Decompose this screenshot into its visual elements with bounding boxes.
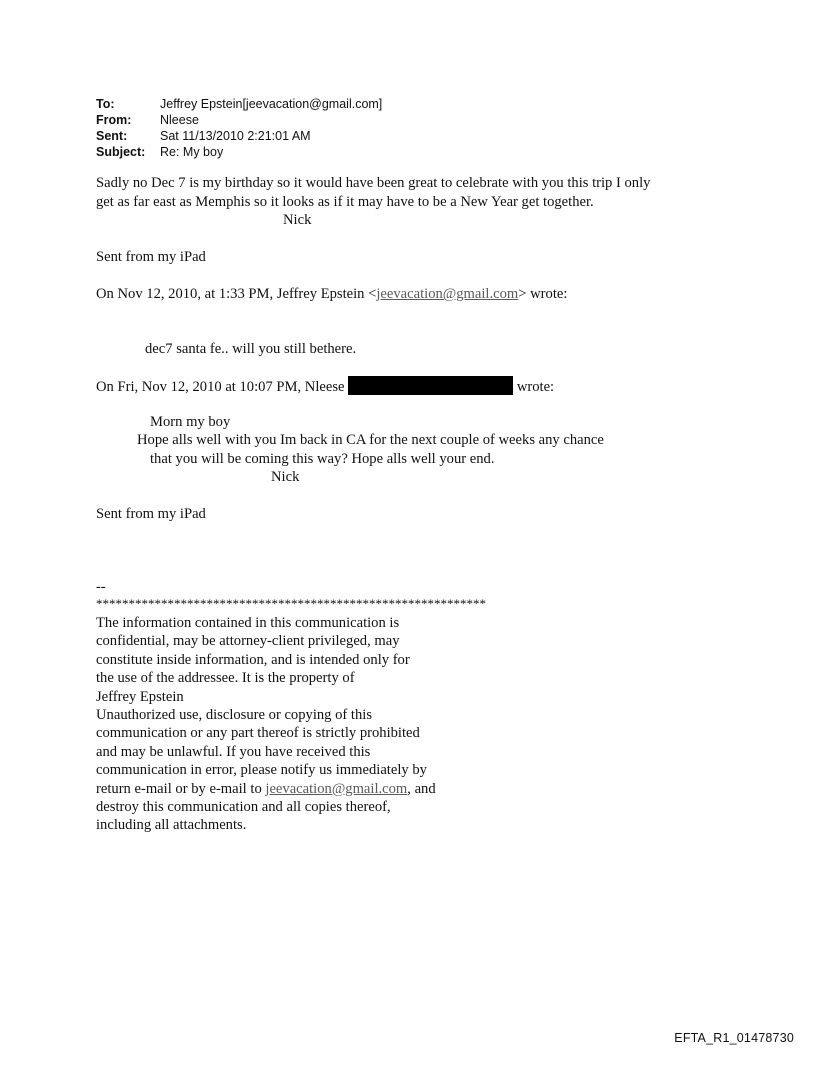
subject-value: Re: My boy	[160, 145, 224, 159]
signature-dashes: --	[96, 579, 106, 595]
disclaimer-line: Unauthorized use, disclosure or copying of this	[96, 707, 373, 724]
email-header	[96, 96, 382, 160]
quote1-attribution-prefix: On Nov 12, 2010, at 1:33 PM, Jeffrey Epstein <	[96, 286, 377, 302]
document-id: EFTA_R1_01478730	[674, 1031, 794, 1045]
quote2-line-1: Morn my boy	[150, 414, 231, 430]
reply-line-1: Sadly no Dec 7 is my birthday so it would have been great to celebrate with you this trip I only	[96, 175, 651, 191]
disclaimer-line: The information contained in this communication is	[96, 615, 400, 631]
from-value: Nleese	[160, 113, 199, 127]
sent-label: Sent:	[96, 129, 128, 143]
disclaimer-line: and may be unlawful. If you have received this	[96, 743, 371, 760]
quote1-attribution	[96, 285, 567, 303]
stars-divider: ************************************************************	[96, 596, 486, 611]
disclaimer-line: communication or any part thereof is strictly prohibited	[96, 725, 420, 742]
to-label: To:	[96, 97, 115, 111]
redaction-block	[348, 376, 513, 395]
subject-row	[96, 144, 382, 160]
reply-sent-from: Sent from my iPad	[96, 249, 206, 265]
quote1-attribution-suffix: > wrote:	[518, 286, 568, 302]
disclaimer-email-prefix: return e-mail or by e-mail to	[96, 780, 266, 797]
disclaimer-line: communication in error, please notify us immediately by	[96, 762, 427, 779]
disclaimer-line: confidential, may be attorney-client privileged, may	[96, 633, 400, 650]
reply-line-2: get as far east as Memphis so it looks as if it may have to be a New Year get together.	[96, 194, 594, 210]
quote2-sent-from: Sent from my iPad	[96, 506, 206, 522]
sent-value: Sat 11/13/2010 2:21:01 AM	[160, 129, 311, 143]
quote2-attribution-suffix: wrote:	[516, 379, 555, 395]
disclaimer-line: including all attachments.	[96, 817, 247, 834]
to-value: Jeffrey Epstein[jeevacation@gmail.com]	[160, 97, 383, 111]
quote2-line-2: Hope alls well with you Im back in CA for the next couple of weeks any chance	[137, 432, 604, 448]
quote1-email-link[interactable]: jeevacation@gmail.com	[376, 286, 519, 302]
disclaimer-line-email	[96, 780, 436, 798]
disclaimer-line: destroy this communication and all copies thereof,	[96, 799, 391, 816]
confidentiality-disclaimer	[96, 614, 436, 835]
sent-row	[96, 128, 382, 144]
reply-signature: Nick	[283, 212, 312, 228]
subject-label: Subject:	[96, 145, 146, 159]
quote2-attribution-prefix: On Fri, Nov 12, 2010 at 10:07 PM, Nleese	[96, 379, 345, 395]
disclaimer-email-suffix: , and	[407, 780, 436, 797]
disclaimer-line: Jeffrey Epstein	[96, 688, 184, 705]
disclaimer-email-link[interactable]: jeevacation@gmail.com	[265, 780, 408, 797]
quote2-line-3: that you will be coming this way? Hope alls well your end.	[150, 451, 495, 467]
to-row	[96, 96, 382, 112]
quote1-body: dec7 santa fe.. will you still bethere.	[145, 341, 357, 357]
quote2-signature: Nick	[271, 469, 300, 485]
from-label: From:	[96, 113, 132, 127]
from-row	[96, 112, 382, 128]
disclaimer-line: the use of the addressee. It is the property of	[96, 670, 355, 687]
disclaimer-line: constitute inside information, and is intended only for	[96, 651, 410, 668]
quote2-attribution	[96, 376, 554, 396]
